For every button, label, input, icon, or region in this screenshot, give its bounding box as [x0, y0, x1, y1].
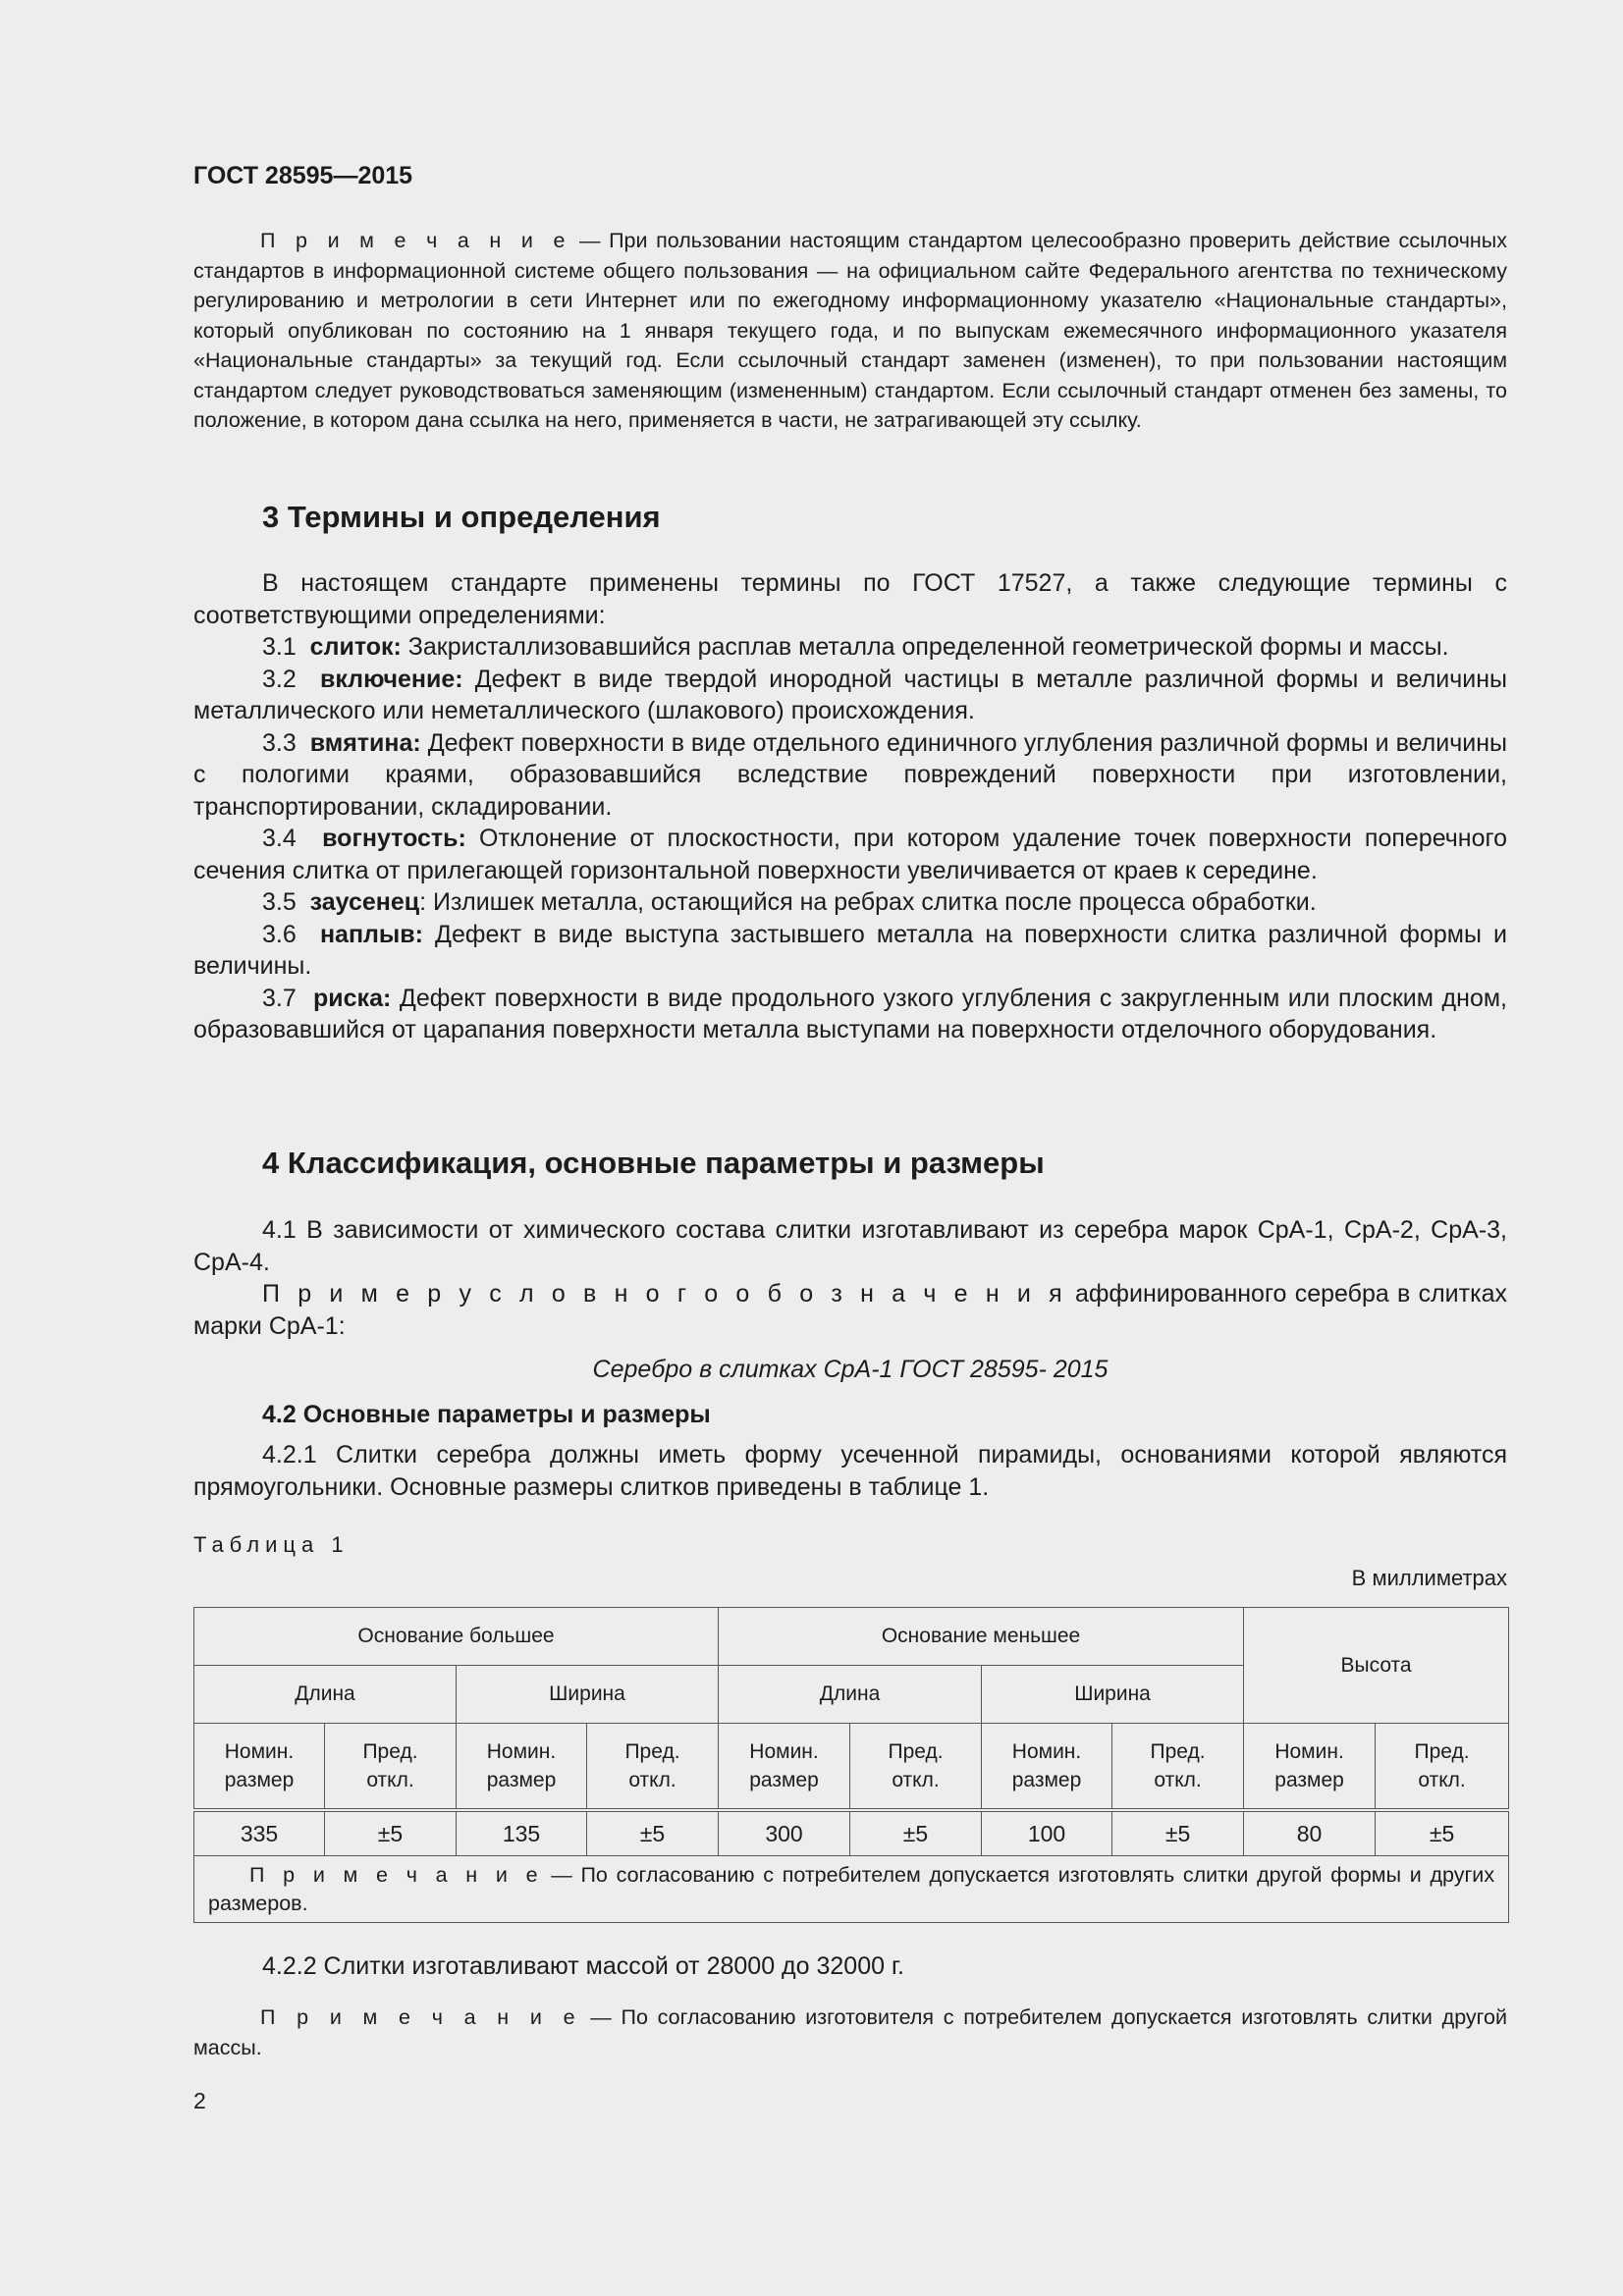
note-lead: П р и м е ч а н и е [260, 229, 571, 252]
header-nominal: Номин. размер [457, 1724, 587, 1811]
designation-formula: Серебро в слитках СрА-1 ГОСТ 28595- 2015 [592, 1356, 1109, 1383]
table-cell: 335 [194, 1810, 325, 1856]
header-tolerance: Пред. откл. [850, 1724, 982, 1811]
term-word: риска: [313, 984, 392, 1012]
paragraph-4-2-1: 4.2.1 Слитки серебра должны иметь форму усеченной пирамиды, основаниями которой являются прямоугольники. Основные размеры слитков приведены в таблице 1. [193, 1441, 1507, 1501]
section-3-body [193, 567, 1507, 1046]
paragraph-4-2-2-block [193, 1950, 1507, 1983]
header-width: Ширина [457, 1666, 719, 1724]
header-length: Длина [194, 1666, 457, 1724]
header-tolerance: Пред. откл. [325, 1724, 457, 1811]
header-big-base: Основание большее [194, 1608, 719, 1666]
term-word: слиток: [309, 633, 402, 661]
example-lead: П р и м е р у с л о в н о г о о б о з н а ч е н и я [262, 1280, 1067, 1308]
subsection-4-2-title: 4.2 Основные параметры и размеры [262, 1401, 711, 1428]
term-3-7: 3.7 риска: Дефект поверхности в виде продольного узкого углубления с закругленным или плоским дном, образовавшийся от царапания поверхности металла выступами на поверхности отделочного оборудования. [193, 984, 1507, 1043]
table-cell: ±5 [325, 1810, 457, 1856]
header-height: Высота [1244, 1608, 1509, 1724]
header-length: Длина [719, 1666, 982, 1724]
term-3-3: 3.3 вмятина: Дефект поверхности в виде отдельного единичного углубления различной формы и величины с пологими краями, образовавшийся вследствие повреждений поверхности при изготовлении, транспортировании, складировании. [193, 728, 1507, 821]
table-cell: 135 [457, 1810, 587, 1856]
header-tolerance: Пред. откл. [1112, 1724, 1244, 1811]
section-4-body [193, 1214, 1507, 1342]
header-nominal: Номин. размер [194, 1724, 325, 1811]
table-cell: 300 [719, 1810, 850, 1856]
page-number: 2 [193, 2088, 206, 2113]
note-text: — По согласованию изготовителя с потребителем допускается изготовлять слитки другой массы. [193, 2005, 1508, 2059]
term-word: наплыв: [319, 920, 423, 948]
table-note-lead: П р и м е ч а н и е [249, 1863, 543, 1887]
table-subheader-row [194, 1724, 1509, 1811]
term-3-1: 3.1 слиток: Закристаллизовавшийся расплав металла определенной геометрической формы и массы. [262, 633, 1449, 661]
table-row [194, 1810, 1509, 1856]
table-note-text: — По согласованию с потребителем допускается изготовлять слитки другой формы и других размеров. [208, 1863, 1495, 1915]
header-tolerance: Пред. откл. [1376, 1724, 1509, 1811]
designation-example [193, 1278, 1507, 1342]
table-note [194, 1856, 1509, 1923]
section-4-title: 4 Классификация, основные параметры и размеры [262, 1146, 1045, 1180]
header-tolerance: Пред. откл. [587, 1724, 719, 1811]
document-header: ГОСТ 28595—2015 [193, 162, 413, 189]
header-small-base: Основание меньшее [719, 1608, 1244, 1666]
table-cell: 80 [1244, 1810, 1376, 1856]
paragraph-4-2-1-block [193, 1439, 1507, 1503]
dimensions-table [193, 1607, 1509, 1923]
term-3-6: 3.6 наплыв: Дефект в виде выступа застывшего металла на поверхности слитка различной формы и величины. [193, 920, 1507, 980]
section-3-intro: В настоящем стандарте применены термины по ГОСТ 17527, а также следующие термины с соответствующими определениями: [193, 569, 1507, 629]
header-nominal: Номин. размер [1244, 1724, 1376, 1811]
normative-references-note [193, 226, 1507, 436]
table-cell: ±5 [1112, 1810, 1244, 1856]
header-nominal: Номин. размер [982, 1724, 1112, 1811]
header-width: Ширина [982, 1666, 1244, 1724]
header-nominal: Номин. размер [719, 1724, 850, 1811]
term-3-2: 3.2 включение: Дефект в виде твердой инородной частицы в металле различной формы и величины металлического или неметаллического (шлакового) происхождения. [193, 665, 1507, 724]
example-text: аффинированного серебра в слитках марки СрА-1: [193, 1280, 1507, 1340]
table-cell: ±5 [850, 1810, 982, 1856]
section-3-title: 3 Термины и определения [262, 500, 661, 534]
table-units: В миллиметрах [1351, 1566, 1507, 1590]
mass-note [193, 2002, 1507, 2062]
table-caption: Таблица 1 [193, 1532, 350, 1557]
table-cell: ±5 [587, 1810, 719, 1856]
term-3-4: 3.4 вогнутость: Отклонение от плоскостности, при котором удаление точек поверхности поперечного сечения слитка от прилегающей горизонтальной поверхности увеличивается от краев к середине. [193, 825, 1507, 884]
term-word: вмятина: [309, 728, 421, 757]
paragraph-4-2-2: 4.2.2 Слитки изготавливают массой от 28000 до 32000 г. [262, 1952, 904, 1980]
term-word: заусенец [309, 888, 420, 916]
note-text: — При пользовании настоящим стандартом целесообразно проверить действие ссылочных стандартов в информационной системе общего пользования — на официальном сайте Федерального агентства по техническому регулированию и метрологии в сети Интернет или по ежегодному информационному указателю «Национальные стандарты», который опубликован по состоянию на 1 января текущего года, и по выпускам ежемесячного информационного указателя «Национальные стандарты» за текущий год. Если ссылочный стандарт заменен (изменен), то при пользовании настоящим стандартом следует руководствоваться заменяющим (измененным) стандартом. Если ссылочный стандарт отменен без замены, то положение, в котором дана ссылка на него, применяется в части, не затрагивающей эту ссылку. [193, 229, 1507, 432]
table-cell: ±5 [1376, 1810, 1509, 1856]
paragraph-4-1: 4.1 В зависимости от химического состава слитки изготавливают из серебра марок СрА-1, СрА-2, СрА-3, СрА-4. [193, 1216, 1507, 1276]
term-3-5: 3.5 заусенец: Излишек металла, остающийся на ребрах слитка после процесса обработки. [262, 888, 1317, 916]
note-lead: П р и м е ч а н и е [260, 2005, 581, 2029]
term-word: вогнутость: [322, 825, 466, 852]
term-word: включение: [320, 665, 463, 693]
table-cell: 100 [982, 1810, 1112, 1856]
